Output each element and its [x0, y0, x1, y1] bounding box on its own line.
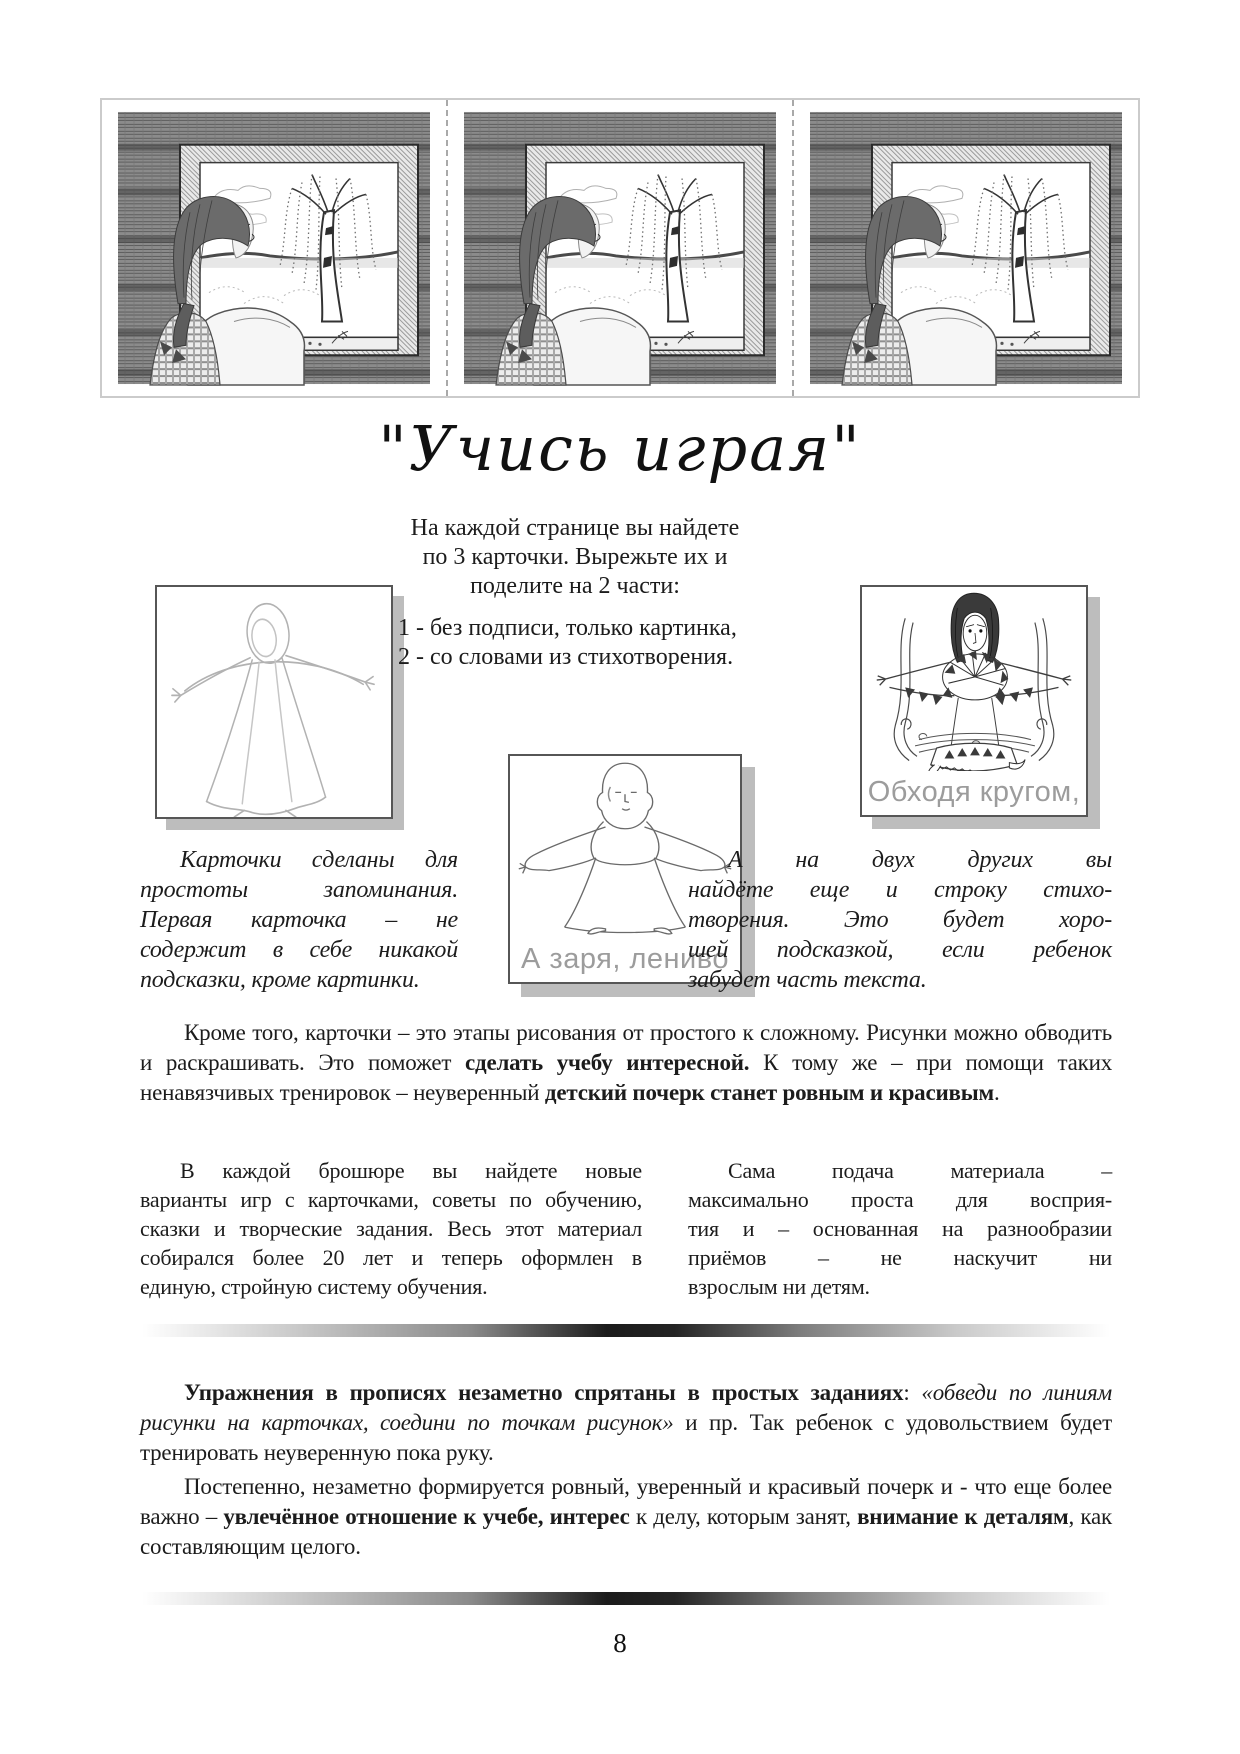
gradient-divider — [142, 1592, 1110, 1605]
girl-at-window-illustration — [114, 109, 434, 387]
paragraph-exercises: Упражнения в прописях незаметно спрятаны в простых заданиях: «обведи по линиям рисунки на карточках, соедини по точкам рисунок» и пр. Так ребенок с удовольствием будет тренировать неуверенную пока руку. — [140, 1380, 1112, 1465]
girl-at-window-illustration — [460, 109, 780, 387]
cutout-card — [792, 100, 1138, 396]
gradient-divider — [142, 1324, 1110, 1337]
intro-list: 1 - без подписи, только картинка, 2 - со словами из стихотворения. — [398, 615, 737, 670]
girl-at-window-illustration — [806, 109, 1126, 387]
figure-outline-sketch-illustration — [157, 587, 391, 817]
card-caption: Обходя кругом, — [867, 776, 1081, 808]
column-right: Сама подача материала – максимально проста для восприя- тия и – основанная на разнообразии приёмов – не наскучит ни взрослым ни детям. — [688, 1158, 1112, 1299]
figure-detailed-drawing-illustration — [862, 587, 1086, 771]
card-caption: А заря, лениво — [521, 943, 729, 975]
intro-lines: На каждой странице вы найдете по 3 карточки. Вырежьте их и поделите на 2 части: — [410, 515, 740, 599]
page-number: 8 — [613, 1628, 627, 1658]
cutout-card — [446, 100, 792, 396]
card-step-1 — [155, 585, 393, 819]
note-left: Карточки сделаны для простоты запоминания. Первая карточка – не содержит в себе никакой подсказки, кроме картинки. — [140, 847, 458, 993]
cutout-card — [102, 100, 446, 396]
note-right: А на двух других вы найдёте еще и строку стихо- творения. Это будет хоро- шей подсказкой, если ребенок забудет часть текста. — [688, 847, 1112, 993]
paragraph-handwriting: Постепенно, незаметно формируется ровный, уверенный и красивый почерк и - что еще более важно – увлечённое отношение к учебе, интерес к делу, которым занят, внимание к деталям, как составляющим целого. — [140, 1474, 1112, 1559]
cutout-cards-strip — [100, 98, 1140, 398]
card-step-3 — [860, 585, 1088, 817]
paragraph-cards-stages: Кроме того, карточки – это этапы рисования от простого к сложному. Рисунки можно обводить и раскрашивать. Это поможет сделать учебу интересной. К тому же – при помощи таких ненавязчивых тренировок – неуверенный детский почерк станет ровным и красивым. — [140, 1020, 1112, 1105]
intro-text — [398, 514, 752, 672]
page-title: "Учись играя" — [378, 412, 862, 485]
column-left: В каждой брошюре вы найдете новые варианты игр с карточками, советы по обучению, сказки и творческие задания. Весь этот материал собирался более 20 лет и теперь оформлен в единую, стройную систему обучения. — [140, 1158, 642, 1299]
